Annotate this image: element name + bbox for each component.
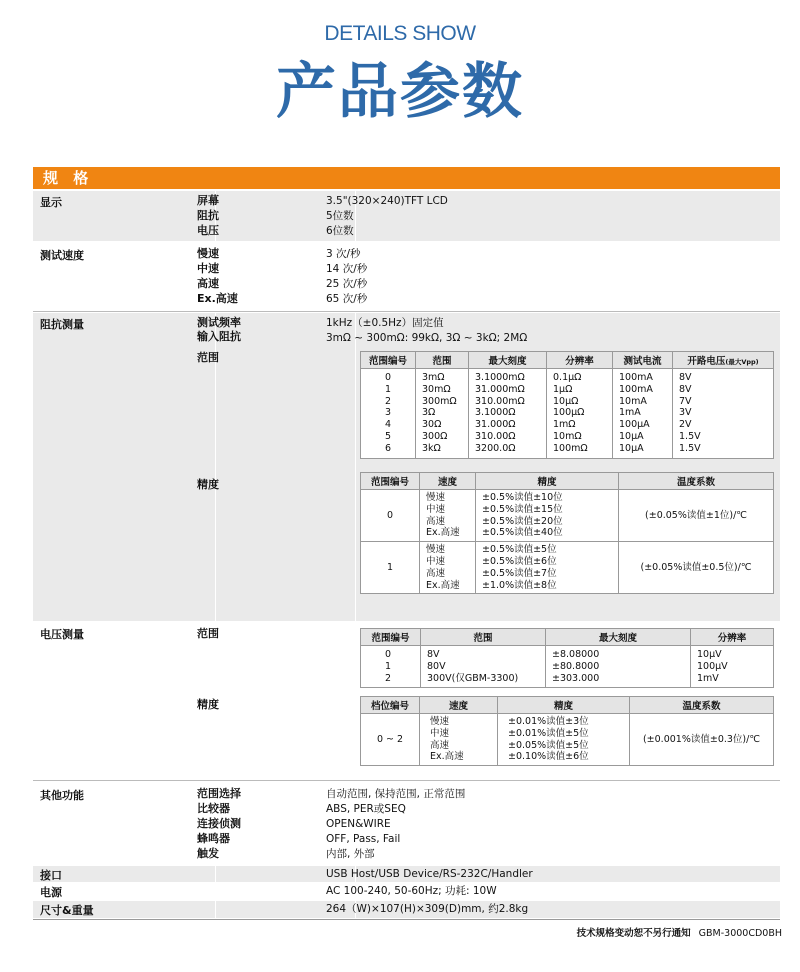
range-table-cell: 100μA (613, 419, 673, 431)
page-title: 产品参数 (276, 57, 524, 127)
voltage-range-cell: 0 (361, 646, 421, 661)
at-h2: 精度 (476, 473, 619, 490)
voltage-label: 电压测量 (40, 628, 84, 641)
vt-h1: 范围 (421, 629, 546, 646)
power-label: 电源 (40, 886, 62, 899)
voltage-range-cell: 8V (421, 646, 546, 661)
range-table-cell: 7V (673, 396, 774, 408)
range-table-cell: 2 (361, 396, 416, 408)
va-range: 0 ~ 2 (361, 714, 420, 766)
range-table-cell: 1mΩ (547, 419, 613, 431)
resistance-freq-value: 1kHz（±0.5Hz）固定值 (326, 317, 444, 329)
range-table-row (361, 369, 774, 384)
voltage-range-cell: 1 (361, 661, 421, 673)
range-table-row (361, 443, 774, 458)
range-table-cell: 30mΩ (416, 384, 469, 396)
footer-note: 技术规格变动恕不另行通知 GBM-3000CD0BH (576, 928, 782, 939)
other-comparator-key: 比较器 (197, 802, 230, 815)
va-h0: 档位编号 (361, 697, 420, 714)
range-table-cell: 10μΩ (547, 396, 613, 408)
range-table-cell: 10μA (613, 443, 673, 458)
range-table-cell: 10mΩ (547, 431, 613, 443)
range-table-cell: 0 (361, 369, 416, 384)
other-range-key: 范围选择 (197, 787, 241, 800)
range-table-cell: 1.5V (673, 431, 774, 443)
other-detect-key: 连接侦测 (197, 817, 241, 830)
at-g0-speeds: 慢速 中速 高速 Ex.高速 (420, 490, 476, 542)
voltage-range-row (361, 646, 774, 661)
speed-fast-value: 25 次/秒 (326, 278, 368, 290)
speed-fast-key: 高速 (197, 277, 219, 290)
resistance-range-key: 范围 (197, 351, 219, 364)
display-voltage-value: 6位数 (326, 225, 354, 237)
voltage-range-row (361, 661, 774, 673)
rt-h1: 范围 (416, 352, 469, 369)
range-table-cell: 30Ω (416, 419, 469, 431)
row-speed (33, 244, 780, 310)
range-table-cell: 100mA (613, 369, 673, 384)
size-label: 尺寸&重量 (40, 904, 94, 917)
va-acc: ±0.01%读值±3位 ±0.01%读值±5位 ±0.05%读值±5位 ±0.10%读值±6位 (498, 714, 630, 766)
voltage-accuracy-table (360, 696, 774, 766)
other-trigger-key: 触发 (197, 847, 219, 860)
resistance-label: 阻抗测量 (40, 318, 84, 331)
power-value: AC 100-240, 50-60Hz; 功耗: 10W (326, 885, 497, 897)
at-h3: 温度系数 (619, 473, 774, 490)
voltage-range-cell: 10μV (691, 646, 774, 661)
voltage-range-table (360, 628, 774, 688)
range-table-row (361, 419, 774, 431)
other-detect-value: OPEN&WIRE (326, 818, 391, 830)
range-table-cell: 310.00mΩ (469, 396, 547, 408)
voltage-range-cell: 2 (361, 673, 421, 688)
range-table-cell: 10μA (613, 431, 673, 443)
at-g0-range: 0 (361, 490, 420, 542)
at-g0-temp: (±0.05%读值±1位)/℃ (619, 490, 774, 542)
range-table-cell: 31.000Ω (469, 419, 547, 431)
rt-h4: 测试电流 (613, 352, 673, 369)
range-table-cell: 100μΩ (547, 407, 613, 419)
range-table-cell: 8V (673, 369, 774, 384)
va-h3: 温度系数 (630, 697, 774, 714)
range-table-cell: 3.1000Ω (469, 407, 547, 419)
interface-value: USB Host/USB Device/RS-232C/Handler (326, 868, 533, 880)
speed-exfast-key: Ex.高速 (197, 292, 238, 305)
range-table-cell: 31.000mΩ (469, 384, 547, 396)
display-screen-key: 屏幕 (197, 194, 219, 207)
speed-medium-key: 中速 (197, 262, 219, 275)
resistance-input-value: 3mΩ ~ 300mΩ: 99kΩ, 3Ω ~ 3kΩ; 2MΩ (326, 332, 528, 344)
display-label: 显示 (40, 196, 62, 209)
at-g1-temp: (±0.05%读值±0.5位)/℃ (619, 542, 774, 594)
other-trigger-value: 内部, 外部 (326, 848, 375, 860)
voltage-range-cell: 80V (421, 661, 546, 673)
display-screen-value: 3.5"(320×240)TFT LCD (326, 195, 448, 207)
other-comparator-value: ABS, PER或SEQ (326, 803, 406, 815)
range-table-cell: 100mA (613, 384, 673, 396)
footer-code: GBM-3000CD0BH (698, 928, 782, 939)
range-table-cell: 1 (361, 384, 416, 396)
range-table-cell: 3mΩ (416, 369, 469, 384)
at-h0: 范围编号 (361, 473, 420, 490)
display-resistance-key: 阻抗 (197, 209, 219, 222)
range-table-cell: 3 (361, 407, 416, 419)
at-g1-acc: ±0.5%读值±5位 ±0.5%读值±6位 ±0.5%读值±7位 ±1.0%读值±8位 (476, 542, 619, 594)
spec-title: 规 格 (43, 169, 94, 187)
range-table-cell: 3Ω (416, 407, 469, 419)
rt-h0: 范围编号 (361, 352, 416, 369)
other-beeper-key: 蜂鸣器 (197, 832, 230, 845)
interface-label: 接口 (40, 869, 62, 882)
range-table-row (361, 407, 774, 419)
range-table-cell: 10mA (613, 396, 673, 408)
range-table-cell: 3.1000mΩ (469, 369, 547, 384)
range-table-cell: 0.1μΩ (547, 369, 613, 384)
rt-h2: 最大刻度 (469, 352, 547, 369)
va-speeds: 慢速 中速 高速 Ex.高速 (420, 714, 498, 766)
voltage-range-cell: ±80.8000 (546, 661, 691, 673)
range-table-cell: 1μΩ (547, 384, 613, 396)
voltage-range-cell: 1mV (691, 673, 774, 688)
at-g1-range: 1 (361, 542, 420, 594)
other-beeper-value: OFF, Pass, Fail (326, 833, 401, 845)
range-table-cell: 5 (361, 431, 416, 443)
va-h2: 精度 (498, 697, 630, 714)
size-value: 264（W)×107(H)×309(D)mm, 约2.8kg (326, 903, 529, 915)
range-table-cell: 300Ω (416, 431, 469, 443)
va-h1: 速度 (420, 697, 498, 714)
va-temp: (±0.001%读值±0.3位)/℃ (630, 714, 774, 766)
at-g1-speeds: 慢速 中速 高速 Ex.高速 (420, 542, 476, 594)
resistance-input-key: 输入阻抗 (197, 330, 241, 343)
speed-slow-key: 慢速 (197, 247, 219, 260)
at-g0-acc: ±0.5%读值±10位 ±0.5%读值±15位 ±0.5%读值±20位 ±0.5%读值±40位 (476, 490, 619, 542)
display-resistance-value: 5位数 (326, 210, 354, 222)
range-table-cell: 4 (361, 419, 416, 431)
resistance-accuracy-table (360, 472, 774, 594)
voltage-range-cell: 300V(仅GBM-3300) (421, 673, 546, 688)
range-table-cell: 6 (361, 443, 416, 458)
voltage-range-cell: 100μV (691, 661, 774, 673)
display-voltage-key: 电压 (197, 224, 219, 237)
range-table-row (361, 396, 774, 408)
resistance-range-table (360, 351, 774, 459)
header-english: DETAILS SHOW (324, 22, 476, 45)
other-label: 其他功能 (40, 789, 84, 802)
range-table-cell: 300mΩ (416, 396, 469, 408)
vt-h2: 最大刻度 (546, 629, 691, 646)
range-table-cell: 100mΩ (547, 443, 613, 458)
range-table-cell: 8V (673, 384, 774, 396)
range-table-cell: 310.00Ω (469, 431, 547, 443)
voltage-range-cell: ±8.08000 (546, 646, 691, 661)
rt-h5: 开路电压(最大Vpp) (673, 352, 774, 369)
range-table-cell: 1.5V (673, 443, 774, 458)
voltage-range-key: 范围 (197, 627, 219, 640)
rt-h3: 分辨率 (547, 352, 613, 369)
other-range-value: 自动范围, 保持范围, 正常范围 (326, 788, 466, 800)
speed-medium-value: 14 次/秒 (326, 263, 368, 275)
range-table-row (361, 431, 774, 443)
vt-h3: 分辨率 (691, 629, 774, 646)
range-table-cell: 3200.0Ω (469, 443, 547, 458)
spec-section-bar (33, 167, 780, 189)
voltage-range-cell: ±303.000 (546, 673, 691, 688)
range-table-row (361, 384, 774, 396)
vt-h0: 范围编号 (361, 629, 421, 646)
speed-exfast-value: 65 次/秒 (326, 293, 368, 305)
speed-label: 测试速度 (40, 249, 84, 262)
voltage-range-row (361, 673, 774, 688)
range-table-cell: 1mA (613, 407, 673, 419)
range-table-cell: 2V (673, 419, 774, 431)
resistance-freq-key: 测试频率 (197, 316, 241, 329)
speed-slow-value: 3 次/秒 (326, 248, 361, 260)
resistance-accuracy-key: 精度 (197, 478, 219, 491)
range-table-cell: 3V (673, 407, 774, 419)
voltage-accuracy-key: 精度 (197, 698, 219, 711)
range-table-cell: 3kΩ (416, 443, 469, 458)
at-h1: 速度 (420, 473, 476, 490)
